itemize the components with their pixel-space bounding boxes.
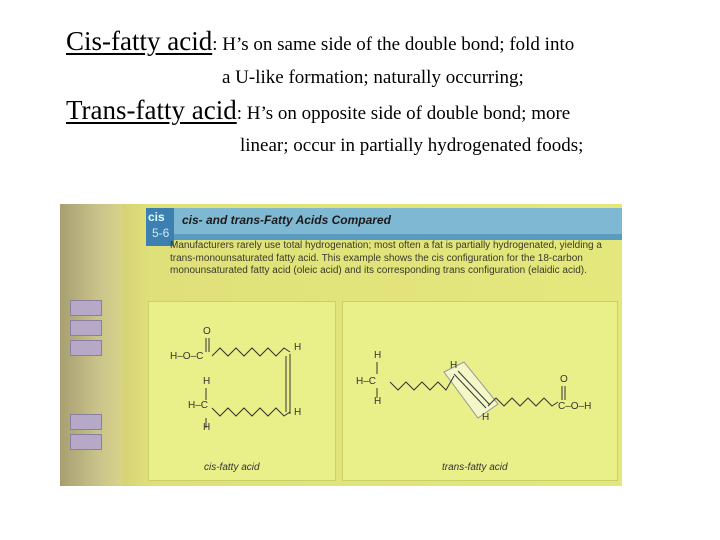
trans-description-continued: linear; occur in partially hydrogenated foods; — [240, 135, 584, 156]
oxygen-atom-label: O — [203, 326, 211, 337]
cis-description: : H’s on same side of the double bond; fold into — [212, 34, 575, 55]
figure-title: cis- and trans-Fatty Acids Compared — [182, 213, 391, 227]
trans-description: : H’s on opposite side of double bond; more — [236, 103, 571, 124]
cis-caption: cis-fatty acid — [204, 462, 260, 473]
hydrogen-atom-label: H — [294, 342, 302, 353]
methyl-carbon-label: H–C — [188, 400, 209, 411]
carboxyl-label: C–O–H — [558, 401, 592, 412]
figure-description: Manufacturers rarely use total hydrogenation; most often a fat is partially hydrogenated, yielding a trans-monounsaturated fatty acid. This example shows the cis configuration for the 18-carbon monounsaturated fatty acid (oleic acid) and its corresponding trans configuration (elaidic acid). — [170, 240, 602, 276]
figure-number: 5-6 — [152, 226, 170, 240]
hydrogen-atom-label: H — [294, 407, 302, 418]
cis-definition — [66, 26, 574, 57]
hydrogen-atom-label: H — [482, 412, 490, 423]
hydrogen-atom-label: H — [374, 350, 382, 361]
textbook-figure-photo — [60, 204, 622, 486]
figure-tag: cis — [148, 210, 165, 224]
hydrogen-atom-label: H — [450, 360, 458, 371]
trans-caption: trans-fatty acid — [442, 462, 508, 473]
cis-term: Cis-fatty acid — [66, 26, 213, 56]
cis-description-continued: a U-like formation; naturally occurring; — [222, 67, 524, 88]
oxygen-atom-label: O — [560, 374, 568, 385]
trans-carbon-chain-left — [390, 376, 454, 390]
trans-carbon-chain-right — [488, 398, 558, 406]
cis-carbon-chain-lower — [212, 408, 290, 416]
methyl-carbon-label: H–C — [356, 376, 377, 387]
trans-definition — [66, 95, 570, 126]
hydrogen-atom-label: H — [374, 396, 382, 407]
cis-carbon-chain-upper — [212, 348, 290, 356]
carboxyl-label: H–O–C — [170, 351, 204, 362]
hydrogen-atom-label: H — [203, 422, 211, 433]
trans-term: Trans-fatty acid — [66, 95, 237, 125]
molecule-drawings — [60, 204, 622, 486]
hydrogen-atom-label: H — [203, 376, 211, 387]
